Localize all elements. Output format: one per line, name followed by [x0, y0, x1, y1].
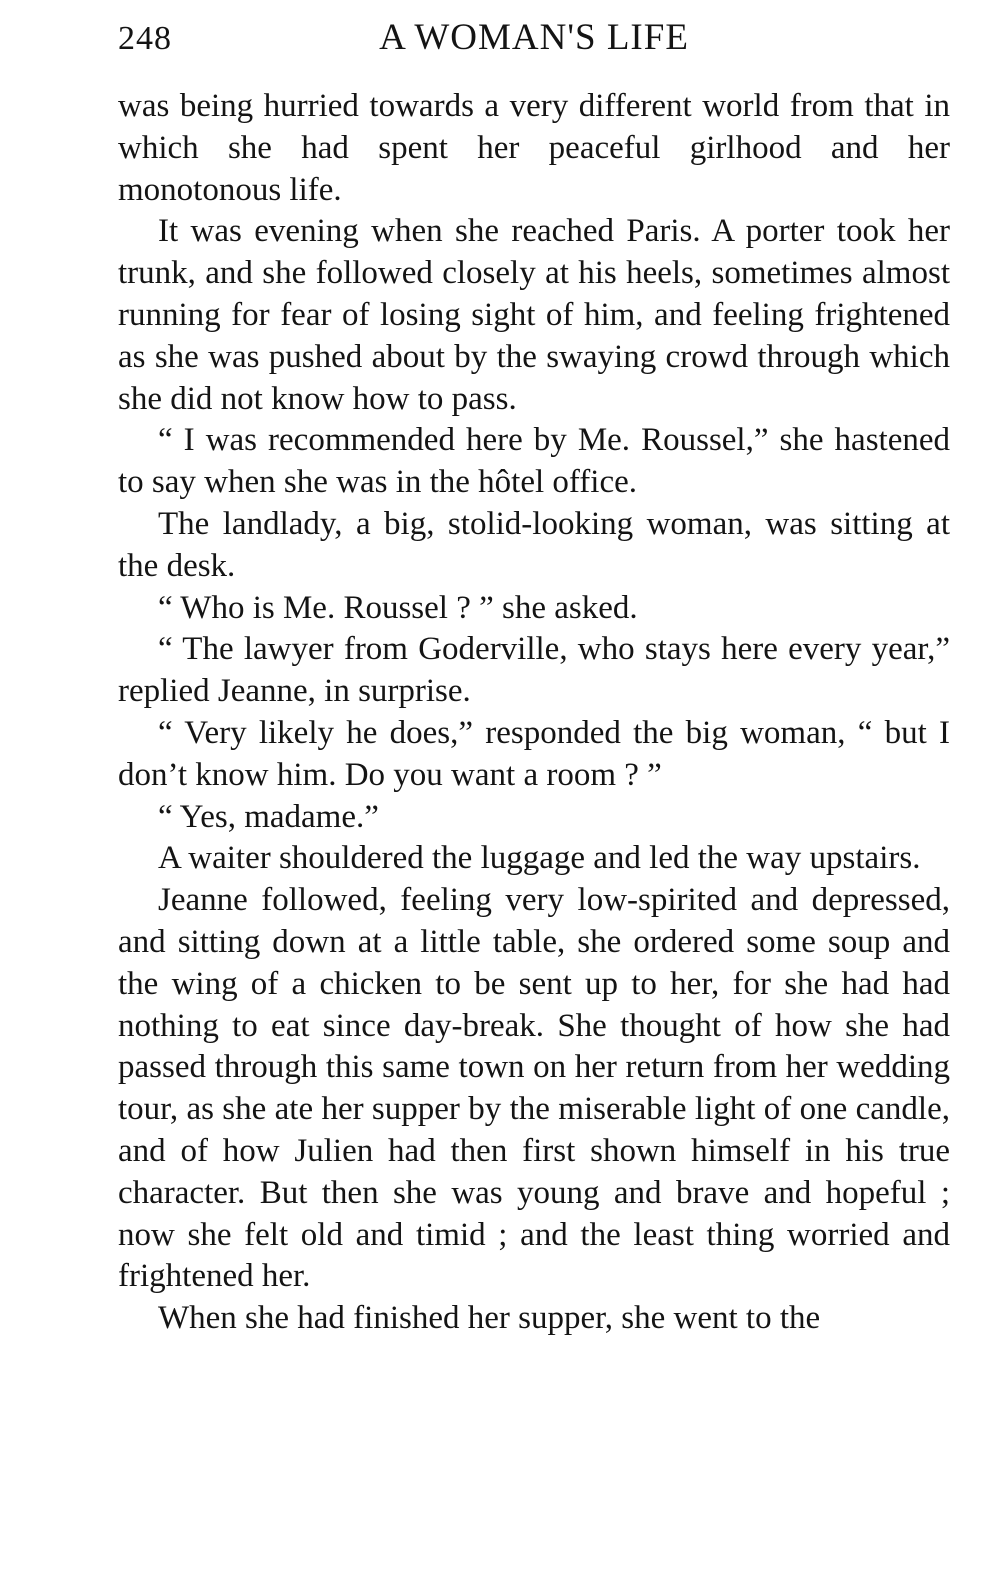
page-number: 248	[118, 20, 172, 57]
paragraph: It was evening when she reached Paris. A porter took her trunk, and she followed closely at his heels, sometimes almost running for fear of losing sight of him, and feeling frightened as she was pushed about by the swaying crowd through which she did not know how to pass.	[118, 213, 950, 417]
paragraph: “ Who is Me. Roussel ? ” she asked.	[158, 589, 638, 626]
body-text	[118, 86, 950, 1340]
paragraph: A waiter shouldered the luggage and led the way upstairs.	[158, 840, 921, 877]
running-head	[118, 14, 950, 60]
paragraph: Jeanne followed, feeling very low-spirited and depressed, and sitting down at a little table, she ordered some soup and the wing of a chicken to be sent up to her, for she had had nothing to eat since day-break. She thought of how she had passed through this same town on her return from her wedding tour, as she ate her supper by the miserable light of one candle, and of how Julien had then first shown himself in his true character. But then she was young and brave and hopeful ; now she felt old and timid ; and the least thing worried and frightened her.	[118, 882, 950, 1295]
running-title: A WOMAN'S LIFE	[379, 17, 689, 58]
paragraph: “ Yes, madame.”	[158, 798, 379, 835]
paragraph: “ I was recommended here by Me. Roussel,” she hastened to say when she was in the hôtel office.	[118, 422, 950, 501]
paragraph: The landlady, a big, stolid-looking woman, was sitting at the desk.	[118, 505, 950, 584]
paragraph: When she had finished her supper, she went to the	[158, 1300, 821, 1337]
paragraph-continued: was being hurried towards a very different world from that in which she had spent her peaceful girlhood and her monotonous life.	[118, 88, 950, 208]
paragraph: “ Very likely he does,” responded the big woman, “ but I don’t know him. Do you want a room ? ”	[118, 714, 950, 793]
paragraph: “ The lawyer from Goderville, who stays here every year,” replied Jeanne, in surprise.	[118, 631, 950, 710]
